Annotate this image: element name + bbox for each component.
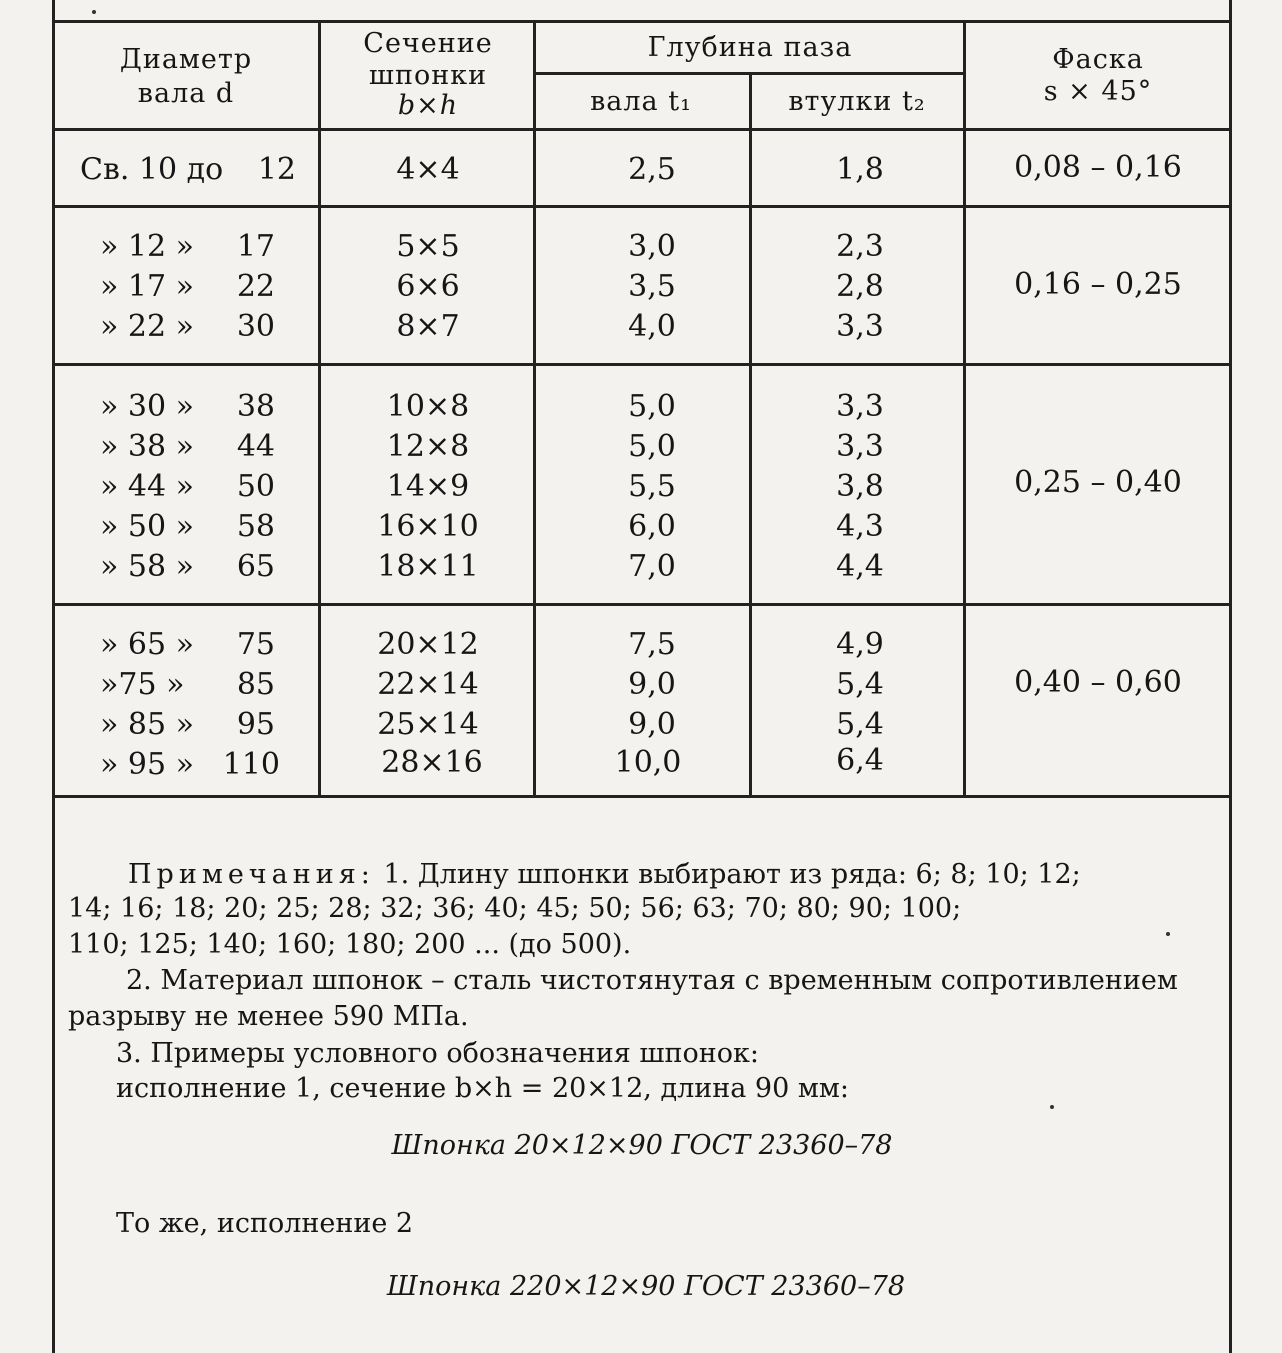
row-diameter-from: » 38 »	[100, 429, 194, 464]
row-hub-depth: 5,4	[836, 707, 884, 742]
row-section: 12×8	[386, 429, 470, 464]
row-diameter-from: Св. 10 до	[80, 152, 224, 187]
row-diameter-to: 95	[236, 707, 275, 742]
row-section: 16×10	[377, 509, 479, 544]
row-diameter-to: 17	[236, 229, 275, 264]
group-chamfer: 0,25 – 0,40	[1014, 465, 1182, 500]
row-diameter-to: 110	[222, 747, 280, 782]
row-shaft-depth: 5,5	[628, 469, 676, 504]
row-diameter-to: 12	[257, 152, 296, 187]
header-section-line2: шпонки	[368, 60, 488, 91]
row-section: 10×8	[386, 389, 470, 424]
header-groove-hub: втулки t₂	[788, 86, 926, 117]
scan-speck	[1166, 932, 1170, 936]
row-section: 14×9	[386, 469, 470, 504]
row-shaft-depth: 6,0	[628, 509, 676, 544]
row-hub-depth: 3,3	[836, 309, 884, 344]
row-diameter-to: 30	[236, 309, 275, 344]
row-diameter-from: » 50 »	[100, 509, 194, 544]
note-1-line-2: 14; 16; 18; 20; 25; 28; 32; 36; 40; 45; 50; 56; 63; 70; 80; 90; 100;	[68, 893, 962, 924]
row-shaft-depth: 4,0	[628, 309, 676, 344]
row-hub-depth: 4,9	[836, 627, 884, 662]
row-diameter-from: »75 »	[100, 667, 185, 702]
designation-example-2: Шпонка 220×12×90 ГОСТ 23360–78	[386, 1271, 906, 1302]
note-3-line-2: исполнение 1, сечение b×h = 20×12, длина 90 мм:	[116, 1073, 849, 1104]
row-hub-depth: 4,3	[836, 509, 884, 544]
row-diameter-from: » 22 »	[100, 309, 194, 344]
header-diameter-line2: вала d	[137, 78, 235, 109]
row-diameter-from: » 85 »	[100, 707, 194, 742]
header-groove-shaft: вала t₁	[590, 86, 692, 117]
row-diameter-from: » 12 »	[100, 229, 194, 264]
rule-group-3	[52, 603, 1232, 606]
note-1-line-1	[68, 856, 1280, 893]
row-hub-depth: 2,8	[836, 269, 884, 304]
row-hub-depth: 4,4	[836, 549, 884, 584]
row-shaft-depth: 9,0	[628, 707, 676, 742]
row-diameter-to: 65	[236, 549, 275, 584]
row-diameter-to: 58	[236, 509, 275, 544]
note-2-line-2: разрыву не менее 590 МПа.	[68, 1001, 469, 1032]
row-diameter-to: 85	[236, 667, 275, 702]
row-shaft-depth: 5,0	[628, 389, 676, 424]
row-hub-depth: 3,8	[836, 469, 884, 504]
header-section-line1: Сечение	[363, 28, 493, 59]
row-section: 25×14	[377, 707, 479, 742]
row-diameter-to: 44	[236, 429, 275, 464]
note-3-line-1: 3. Примеры условного обозначения шпонок:	[116, 1038, 759, 1069]
header-groove-depth: Глубина паза	[647, 32, 853, 63]
row-diameter-from: » 30 »	[100, 389, 194, 424]
row-section: 22×14	[377, 667, 479, 702]
row-shaft-depth: 10,0	[614, 745, 682, 780]
row-shaft-depth: 3,5	[628, 269, 676, 304]
row-hub-depth: 6,4	[836, 743, 884, 778]
note-2-line-1: 2. Материал шпонок – сталь чистотянутая с временным сопротивлением	[126, 965, 1178, 996]
row-shaft-depth: 9,0	[628, 667, 676, 702]
group-chamfer: 0,16 – 0,25	[1014, 267, 1182, 302]
row-shaft-depth: 5,0	[628, 429, 676, 464]
header-diameter-line1: Диаметр	[119, 44, 253, 75]
row-hub-depth: 3,3	[836, 429, 884, 464]
rule-group-1	[52, 205, 1232, 208]
row-section: 20×12	[377, 627, 479, 662]
note-1-text: 1. Длину шпонки выбирают из ряда: 6; 8; 10; 12;	[383, 859, 1081, 890]
rule-group-2	[52, 363, 1232, 366]
group-chamfer: 0,40 – 0,60	[1014, 665, 1182, 700]
row-shaft-depth: 7,0	[628, 549, 676, 584]
row-shaft-depth: 2,5	[628, 152, 676, 187]
header-chamfer-line2: s × 45°	[1043, 76, 1153, 107]
row-diameter-to: 22	[236, 269, 275, 304]
row-hub-depth: 3,3	[836, 389, 884, 424]
row-section: 28×16	[381, 745, 483, 780]
row-diameter-from: » 58 »	[100, 549, 194, 584]
rule-top	[52, 20, 1232, 23]
row-hub-depth: 2,3	[836, 229, 884, 264]
row-shaft-depth: 3,0	[628, 229, 676, 264]
row-diameter-from: » 65 »	[100, 627, 194, 662]
row-hub-depth: 1,8	[836, 152, 884, 187]
row-section: 6×6	[396, 269, 460, 304]
row-diameter-to: 50	[236, 469, 275, 504]
note-1-line-3: 110; 125; 140; 160; 180; 200 ... (до 500).	[68, 929, 632, 960]
header-chamfer-line1: Фаска	[1052, 44, 1144, 75]
col-rule-4	[963, 20, 966, 798]
note-3-line-3: То же, исполнение 2	[116, 1208, 414, 1239]
group-chamfer: 0,08 – 0,16	[1014, 150, 1182, 185]
row-section: 5×5	[396, 229, 460, 264]
row-section: 8×7	[396, 309, 460, 344]
scan-speck	[92, 10, 96, 14]
row-shaft-depth: 7,5	[628, 627, 676, 662]
col-rule-2	[533, 20, 536, 798]
notes-title: Примечания:	[128, 859, 375, 890]
col-rule-3	[749, 72, 752, 798]
row-diameter-from: » 17 »	[100, 269, 194, 304]
row-hub-depth: 5,4	[836, 667, 884, 702]
rule-header-bottom	[52, 128, 1232, 131]
row-diameter-from: » 44 »	[100, 469, 194, 504]
designation-example-1: Шпонка 20×12×90 ГОСТ 23360–78	[391, 1130, 893, 1161]
col-rule-1	[318, 20, 321, 798]
row-section: 4×4	[396, 152, 460, 187]
row-diameter-to: 38	[236, 389, 275, 424]
scan-speck	[1050, 1105, 1054, 1109]
rule-table-bottom	[52, 795, 1232, 798]
row-section: 18×11	[377, 549, 479, 584]
header-section-line3: b×h	[397, 90, 459, 121]
row-diameter-from: » 95 »	[100, 747, 194, 782]
row-diameter-to: 75	[236, 627, 275, 662]
